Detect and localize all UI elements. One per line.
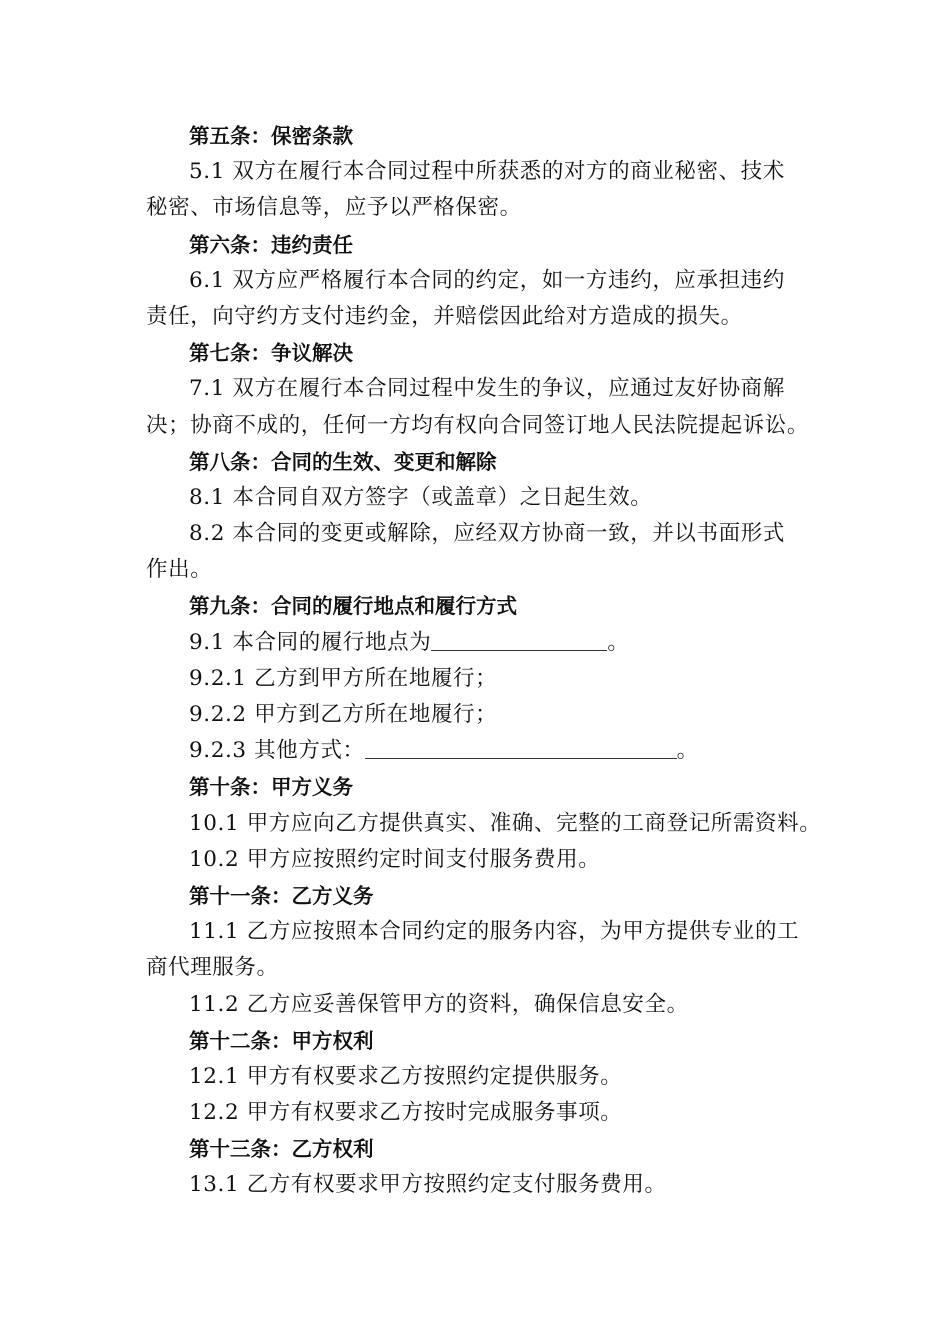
- clause-9-2-3-end: 。: [676, 738, 699, 764]
- clause-11-1-line-2: 商代理服务。: [146, 955, 279, 981]
- article-13-heading: 第十三条：乙方权利: [189, 1137, 374, 1162]
- clause-10-2: 10.2 甲方应按照约定时间支付服务费用。: [189, 846, 601, 872]
- clause-6-1-line-2: 责任，向守约方支付违约金，并赔偿因此给对方造成的损失。: [146, 303, 743, 329]
- clause-9-2-1: 9.2.1 乙方到甲方所在地履行；: [189, 665, 498, 691]
- clause-7-1-line-2: 决；协商不成的，任何一方均有权向合同签订地人民法院提起诉讼。: [146, 412, 810, 438]
- clause-11-1-line-1: 11.1 乙方应按照本合同约定的服务内容，为甲方提供专业的工: [189, 919, 800, 945]
- article-8-heading: 第八条：合同的生效、变更和解除: [189, 449, 497, 474]
- other-method-blank[interactable]: [365, 738, 677, 759]
- clause-13-1: 13.1 乙方有权要求甲方按照约定支付服务费用。: [189, 1172, 667, 1198]
- clause-5-1-line-1: 5.1 双方在履行本合同过程中所获悉的对方的商业秘密、技术: [189, 159, 785, 185]
- article-12-heading: 第十二条：甲方权利: [189, 1028, 374, 1053]
- clause-6-1-line-1: 6.1 双方应严格履行本合同的约定，如一方违约，应承担违约: [189, 267, 785, 293]
- clause-7-1-line-1: 7.1 双方在履行本合同过程中发生的争议，应通过友好协商解: [189, 376, 785, 402]
- clause-12-1: 12.1 甲方有权要求乙方按照约定提供服务。: [189, 1063, 623, 1089]
- article-7-heading: 第七条：争议解决: [189, 341, 353, 366]
- article-10-heading: 第十条：甲方义务: [189, 775, 353, 800]
- clause-9-2-3-text: 9.2.3 其他方式：: [189, 738, 365, 764]
- article-6-heading: 第六条：违约责任: [189, 232, 353, 257]
- clause-8-2-line-1: 8.2 本合同的变更或解除，应经双方协商一致，并以书面形式: [189, 521, 785, 547]
- article-9-heading: 第九条：合同的履行地点和履行方式: [189, 594, 517, 619]
- clause-8-1: 8.1 本合同自双方签字（或盖章）之日起生效。: [189, 484, 653, 510]
- clause-11-2: 11.2 乙方应妥善保管甲方的资料，确保信息安全。: [189, 991, 689, 1017]
- article-5-heading: 第五条：保密条款: [189, 124, 353, 148]
- performance-location-blank[interactable]: [431, 630, 607, 651]
- clause-9-1-end: 。: [607, 629, 630, 655]
- clause-9-2-2: 9.2.2 甲方到乙方所在地履行；: [189, 702, 498, 727]
- clause-12-2: 12.2 甲方有权要求乙方按时完成服务事项。: [189, 1100, 623, 1126]
- article-11-heading: 第十一条：乙方义务: [189, 883, 374, 908]
- clause-8-2-line-2: 作出。: [146, 557, 213, 583]
- clause-10-1: 10.1 甲方应向乙方提供真实、准确、完整的工商登记所需资料。: [189, 810, 822, 836]
- clause-5-1-line-2: 秘密、市场信息等，应予以严格保密。: [146, 195, 522, 221]
- clause-9-1: [146, 625, 816, 661]
- contract-document: [146, 118, 822, 1204]
- clause-9-1-text: 9.1 本合同的履行地点为: [189, 629, 432, 655]
- clause-9-2-3: [146, 733, 816, 769]
